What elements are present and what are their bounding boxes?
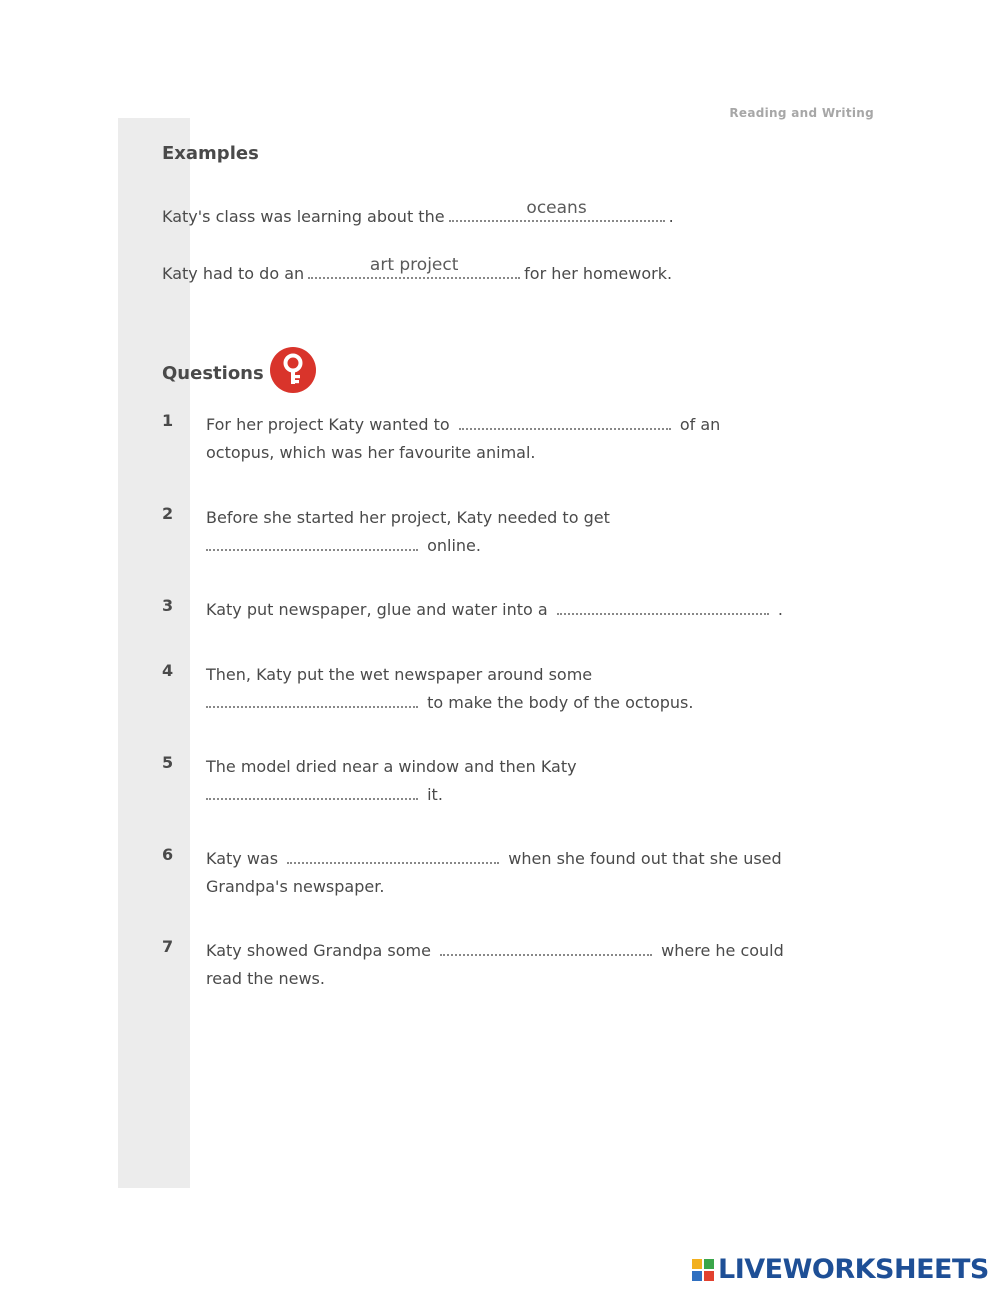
question-3-number: 3: [162, 596, 174, 615]
question-4-number: 4: [162, 661, 174, 680]
example-1-text-after: .: [668, 207, 674, 226]
example-2-answer-field[interactable]: [308, 255, 520, 279]
question-2-answer-field[interactable]: [206, 539, 418, 551]
section-label: Reading and Writing: [729, 106, 874, 120]
question-6-text-line2: Grandpa's newspaper.: [206, 877, 385, 896]
question-5-text-after: it.: [427, 785, 443, 804]
question-3-text-after: .: [777, 600, 783, 619]
example-2-answer: art project: [369, 255, 459, 275]
question-1-body: [206, 411, 720, 467]
question-4-answer-field[interactable]: [206, 696, 418, 708]
question-7-body: [206, 937, 784, 993]
example-1-answer-field[interactable]: [449, 198, 665, 222]
question-4-text: Then, Katy put the wet newspaper around some: [206, 665, 593, 684]
question-3-text: Katy put newspaper, glue and water into a: [206, 600, 548, 619]
question-5-body: [206, 753, 577, 809]
key-icon: [270, 347, 316, 393]
question-1-answer-field[interactable]: [459, 418, 671, 430]
example-1: [162, 198, 674, 226]
question-2-text: Before she started her project, Katy needed to get: [206, 508, 610, 527]
question-5-text: The model dried near a window and then Katy: [206, 757, 577, 776]
example-2-text-after: for her homework.: [524, 264, 673, 283]
example-1-answer: oceans: [526, 198, 587, 218]
question-2-text-after: online.: [427, 536, 481, 555]
question-5-answer-field[interactable]: [206, 788, 418, 800]
question-4-text-after: to make the body of the octopus.: [427, 693, 694, 712]
question-1-text-after: of an: [679, 415, 721, 434]
example-2-text-before: Katy had to do an: [162, 264, 305, 283]
logo-text: LIVEWORKSHEETS: [718, 1254, 989, 1285]
question-7-text: Katy showed Grandpa some: [206, 941, 431, 960]
question-2-number: 2: [162, 504, 174, 523]
questions-heading: [162, 353, 316, 393]
question-7-text-line2: read the news.: [206, 969, 325, 988]
liveworksheets-logo[interactable]: [692, 1254, 989, 1285]
question-6-text: Katy was: [206, 849, 279, 868]
example-2: [162, 255, 673, 283]
examples-heading: Examples: [162, 143, 259, 164]
question-6-body: [206, 845, 782, 901]
questions-heading-label: Questions: [162, 362, 264, 384]
question-1-text: For her project Katy wanted to: [206, 415, 450, 434]
question-6-answer-field[interactable]: [287, 852, 499, 864]
question-6-number: 6: [162, 845, 174, 864]
liveworksheets-logo-icon: [692, 1259, 714, 1281]
question-7-number: 7: [162, 937, 174, 956]
question-1-number: 1: [162, 411, 174, 430]
example-1-text-before: Katy's class was learning about the: [162, 207, 445, 226]
question-7-answer-field[interactable]: [440, 944, 652, 956]
question-3-body: [206, 596, 783, 624]
question-2-body: [206, 504, 610, 560]
question-5-number: 5: [162, 753, 174, 772]
question-3-answer-field[interactable]: [557, 603, 769, 615]
question-6-text-after: when she found out that she used: [508, 849, 782, 868]
question-7-text-after: where he could: [661, 941, 784, 960]
question-1-text-line2: octopus, which was her favourite animal.: [206, 443, 536, 462]
question-4-body: [206, 661, 693, 717]
